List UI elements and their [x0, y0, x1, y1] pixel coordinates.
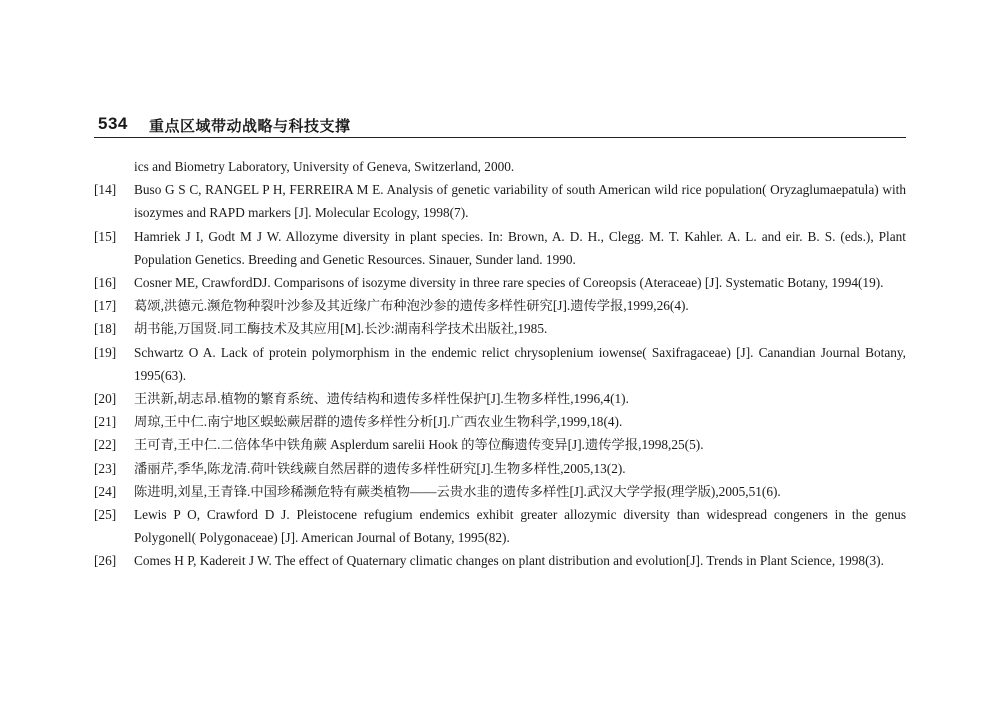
reference-text: Hamriek J I, Godt M J W. Allozyme diversity in plant species. In: Brown, A. D. H., Clegg. M. T. Kahler. A. L. and eir. B. S. (eds.), Plant Population Genetics. Breeding and Genetic Resources. Sinauer, Sunder land. 1990.	[134, 228, 906, 267]
reference-number: [20]	[94, 391, 117, 407]
reference-item	[94, 178, 906, 224]
reference-item	[94, 271, 906, 294]
reference-text: Cosner ME, CrawfordDJ. Comparisons of isozyme diversity in three rare species of Coreopsis (Ateraceae) [J]. Systematic Botany, 1994(19).	[134, 275, 884, 291]
reference-number: [23]	[94, 460, 117, 476]
reference-item	[94, 410, 906, 433]
reference-item	[94, 341, 906, 387]
reference-number: [25]	[94, 507, 117, 523]
reference-item	[94, 317, 906, 340]
reference-item	[94, 433, 906, 456]
reference-number: [24]	[94, 483, 117, 499]
reference-text: 王可青,王中仁.二倍体华中铁角蕨 Asplerdum sarelii Hook 的等位酶遗传变异[J].遗传学报,1998,25(5).	[134, 437, 704, 453]
running-title: 重点区域带动战略与科技支撑	[149, 117, 351, 135]
reference-number: [22]	[94, 437, 117, 453]
reference-continuation	[94, 155, 906, 178]
header-rule	[94, 137, 906, 138]
reference-number: [26]	[94, 553, 117, 569]
page-number: 534	[98, 114, 128, 133]
reference-number: [14]	[94, 182, 117, 198]
reference-number: [16]	[94, 275, 117, 291]
reference-number: [21]	[94, 414, 117, 430]
reference-number: [19]	[94, 344, 117, 360]
reference-list	[94, 155, 906, 573]
reference-text: 陈进明,刘星,王青锋.中国珍稀濒危特有蕨类植物——云贵水韭的遗传多样性[J].武汉大学学报(理学版),2005,51(6).	[134, 483, 781, 499]
reference-text: 周琼,王中仁.南宁地区蜈蚣蕨居群的遗传多样性分析[J].广西农业生物科学,1999,18(4).	[134, 414, 623, 430]
reference-number: [18]	[94, 321, 117, 337]
reference-item	[94, 480, 906, 503]
reference-text: Comes H P, Kadereit J W. The effect of Quaternary climatic changes on plant distribution and evolution[J]. Trends in Plant Science, 1998(3).	[134, 553, 884, 569]
reference-text: ics and Biometry Laboratory, University of Geneva, Switzerland, 2000.	[134, 159, 515, 174]
reference-text: Lewis P O, Crawford D J. Pleistocene refugium endemics exhibit greater allozymic diversity than widespread congeners in the genus Polygonell( Polygonaceae) [J]. American Journal of Botany, 1995(82).	[134, 507, 906, 546]
reference-item	[94, 225, 906, 271]
reference-text: 潘丽芹,季华,陈龙清.荷叶铁线蕨自然居群的遗传多样性研究[J].生物多样性,2005,13(2).	[134, 460, 626, 476]
reference-item	[94, 294, 906, 317]
reference-item	[94, 549, 906, 572]
reference-text: 胡书能,万国贤.同工酶技术及其应用[M].长沙:湖南科学技术出版社,1985.	[134, 321, 548, 337]
reference-item	[94, 387, 906, 410]
reference-text: Schwartz O A. Lack of protein polymorphism in the endemic relict chrysoplenium iowense( Saxifragaceae) [J]. Canandian Journal Botany, 1995(63).	[134, 344, 906, 383]
reference-item	[94, 457, 906, 480]
page-header	[94, 114, 906, 134]
reference-item	[94, 503, 906, 549]
reference-text: 葛颂,洪德元.濒危物种裂叶沙参及其近缘广布种泡沙参的遗传多样性研究[J].遗传学报,1999,26(4).	[134, 298, 689, 314]
reference-number: [15]	[94, 228, 117, 244]
reference-number: [17]	[94, 298, 117, 314]
reference-text: 王洪新,胡志昂.植物的繁育系统、遗传结构和遗传多样性保护[J].生物多样性,1996,4(1).	[134, 391, 629, 407]
reference-text: Buso G S C, RANGEL P H, FERREIRA M E. Analysis of genetic variability of south American wild rice population( Oryzaglumaepatula) with isozymes and RAPD markers [J]. Molecular Ecology, 1998(7).	[134, 182, 906, 221]
